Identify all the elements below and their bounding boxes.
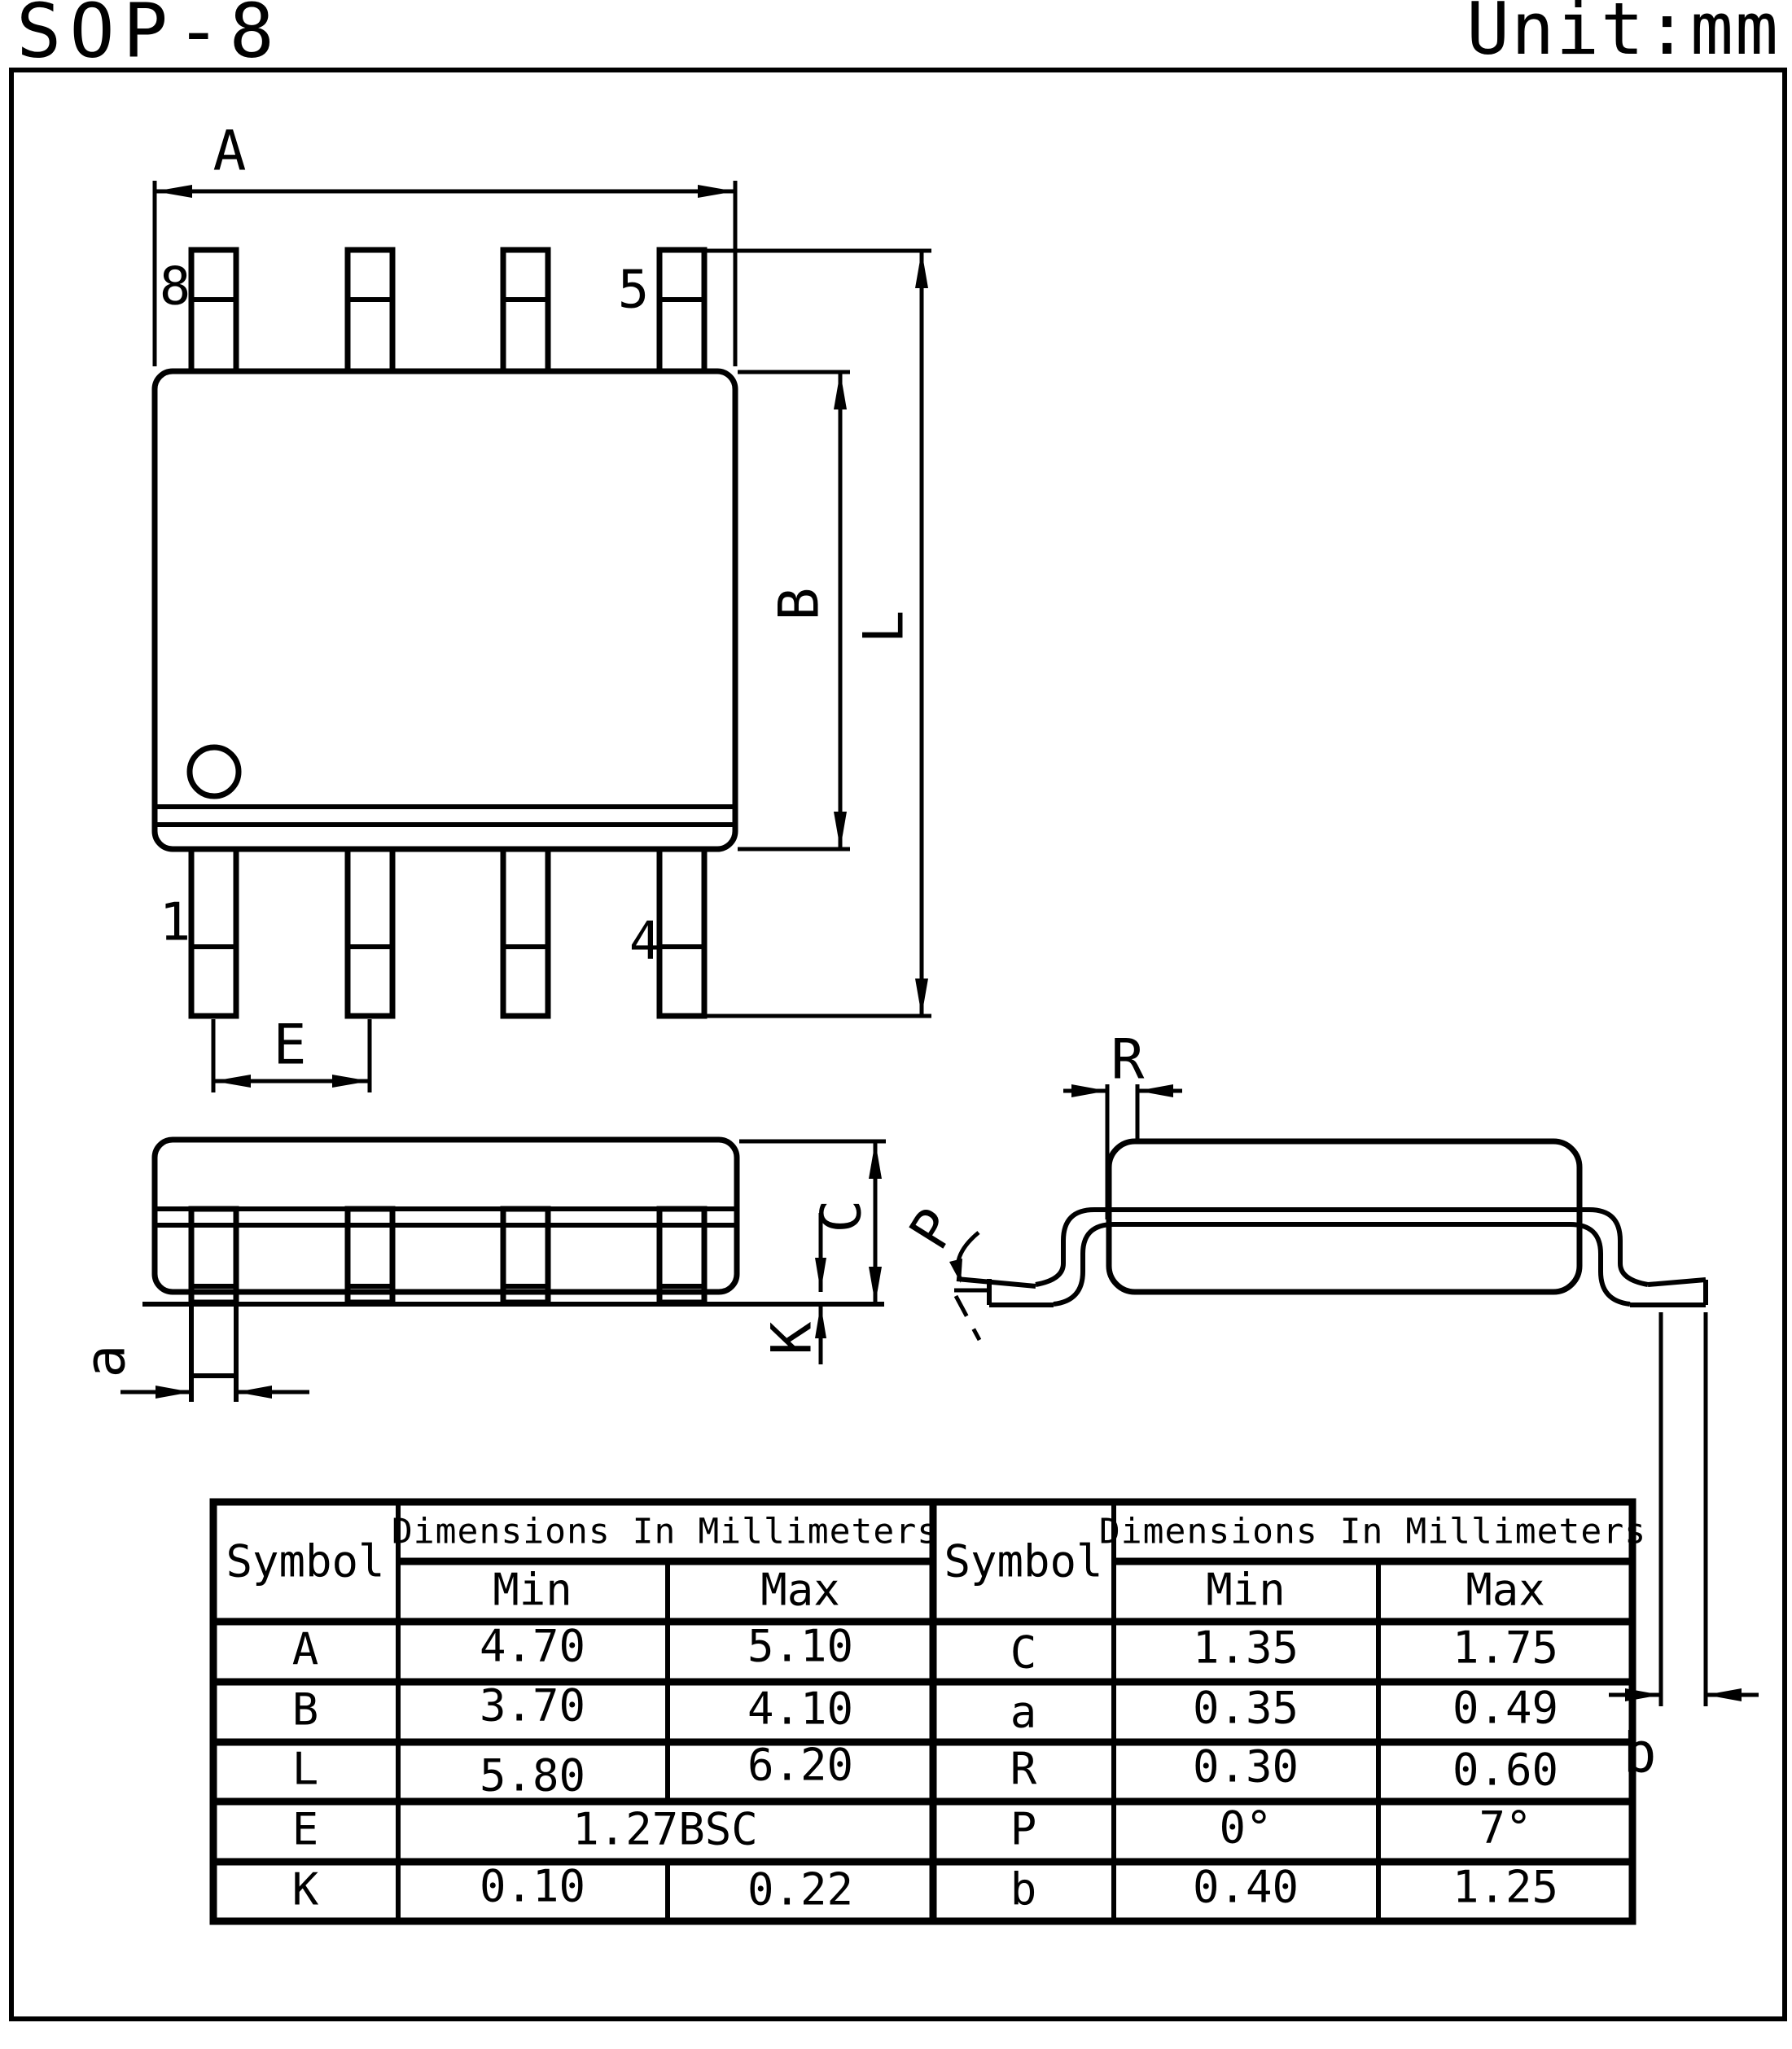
pin-5 (659, 250, 704, 371)
table-row (292, 1861, 853, 1915)
table-row (292, 1621, 853, 1675)
pin4-label: 4 (629, 911, 661, 972)
dim-e-label: E (273, 1013, 307, 1078)
pin-8 (191, 250, 236, 371)
row-c-max: 1.75 (1452, 1622, 1559, 1674)
left-dims-header: Dimensions In Millimeters (391, 1511, 940, 1552)
table-row (292, 1740, 853, 1802)
dimension-p (897, 1198, 989, 1340)
row-r-symbol: R (1010, 1743, 1037, 1795)
table-row (292, 1680, 853, 1736)
pin-7 (348, 250, 392, 371)
end-body-outline (1109, 1141, 1580, 1292)
dimension-a (155, 120, 735, 366)
package-body-outline (155, 371, 735, 849)
side-view (74, 1140, 886, 1402)
left-min-header: Min (493, 1564, 572, 1616)
row-b-max: 4.10 (747, 1683, 854, 1735)
left-symbol-header: Symbol (226, 1535, 385, 1587)
pin1-indicator-dot (190, 747, 239, 796)
row-p-min: 0° (1219, 1802, 1273, 1854)
dim-k-label: K (760, 1321, 825, 1355)
top-view (155, 120, 931, 1092)
row-r-max: 0.60 (1452, 1744, 1559, 1796)
row-p-symbol: P (1010, 1803, 1037, 1855)
dimension-k (760, 1213, 826, 1364)
table-row (1010, 1862, 1558, 1915)
right-dims-header: Dimensions In Millimeters (1098, 1511, 1647, 1552)
pin8-label: 8 (159, 256, 191, 317)
bottom-pins (191, 849, 704, 1016)
pin-1 (191, 849, 236, 1016)
row-l-symbol: L (291, 1743, 319, 1795)
row-b-symbol: B (291, 1683, 319, 1736)
table-row (1010, 1622, 1558, 1679)
dimension-table (213, 1502, 1646, 1921)
dim-a-lower-label: a (73, 1344, 138, 1378)
table-right (944, 1512, 1646, 1915)
table-row (1010, 1683, 1558, 1738)
dim-l-label: L (852, 610, 917, 644)
dim-r-label: R (1111, 1027, 1145, 1092)
dimension-c (739, 1141, 886, 1304)
row-p-max: 7° (1479, 1802, 1532, 1854)
table-row (1010, 1741, 1558, 1796)
row-r-min: 0.30 (1192, 1740, 1299, 1793)
right-max-header: Max (1466, 1564, 1545, 1616)
unit-label: Unit:mm (1466, 0, 1780, 71)
row-k-min: 0.10 (479, 1860, 586, 1912)
row-c-symbol: C (1010, 1627, 1037, 1679)
row-b-min: 3.70 (479, 1679, 586, 1732)
row-a-max: 5.10 (747, 1620, 854, 1672)
row-e-symbol: E (291, 1803, 319, 1855)
dim-b-lower-label: b (1623, 1721, 1657, 1786)
dim-b-label: B (767, 587, 832, 621)
pin5-label: 5 (617, 260, 650, 321)
row-a-min: 4.70 (479, 1620, 586, 1672)
dimension-r (1063, 1028, 1182, 1219)
right-symbol-header: Symbol (944, 1535, 1103, 1587)
row-a-symbol: A (291, 1623, 319, 1675)
row-e-value-merged: 1.27BSC (572, 1803, 758, 1855)
pin1-label: 1 (159, 892, 191, 953)
dimension-e (213, 1014, 370, 1092)
dim-p-label: P (897, 1197, 970, 1261)
row-b2-max: 1.25 (1452, 1861, 1559, 1913)
row-a2-min: 0.35 (1192, 1682, 1299, 1734)
dimension-a-lower (74, 1304, 309, 1402)
row-a2-symbol: a (1010, 1686, 1037, 1738)
dim-a-label: A (212, 119, 247, 184)
row-l-min: 5.80 (479, 1749, 586, 1802)
row-b2-min: 0.40 (1192, 1861, 1299, 1913)
row-l-max: 6.20 (747, 1739, 854, 1791)
row-c-min: 1.35 (1192, 1622, 1299, 1674)
row-k-max: 0.22 (747, 1863, 854, 1915)
pin-3 (503, 849, 548, 1016)
dimension-b (738, 372, 850, 849)
side-body-outline (155, 1140, 737, 1292)
row-b2-symbol: b (1010, 1863, 1037, 1915)
table-row (1010, 1802, 1532, 1855)
pin-2 (348, 849, 392, 1016)
row-k-symbol: K (291, 1863, 319, 1915)
pin-6 (503, 250, 548, 371)
right-min-header: Min (1206, 1564, 1286, 1616)
row-a2-max: 0.49 (1452, 1682, 1559, 1734)
pin-4 (659, 849, 704, 1016)
dimension-l (707, 251, 931, 1016)
dim-c-label: C (809, 1199, 874, 1233)
page-title: SOP-8 (16, 0, 283, 75)
left-max-header: Max (760, 1564, 840, 1616)
table-row (292, 1804, 758, 1855)
table-left (226, 1512, 939, 1915)
